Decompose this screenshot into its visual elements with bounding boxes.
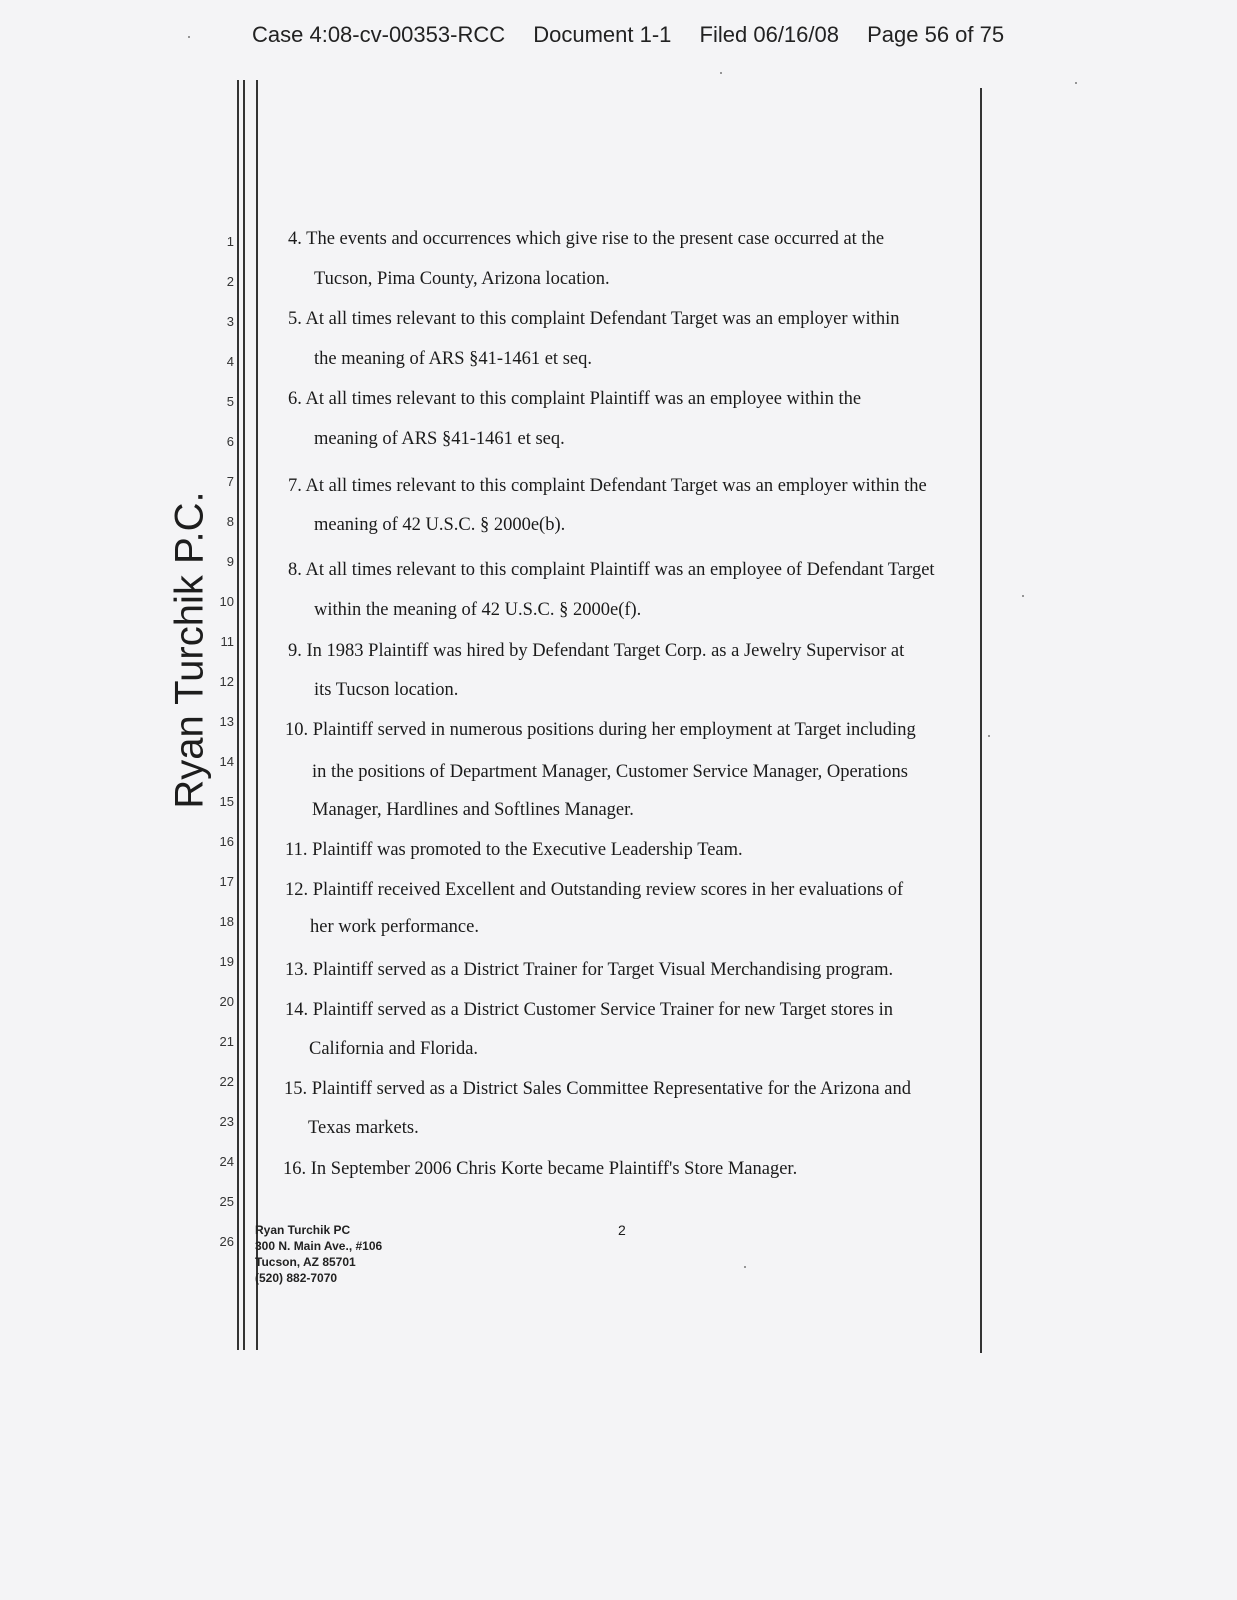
line-number: 21: [219, 1034, 234, 1049]
line-number: 3: [226, 314, 234, 329]
paragraph-line: Manager, Hardlines and Softlines Manager.: [312, 800, 634, 820]
footer-phone: (520) 882-7070: [255, 1271, 338, 1285]
page-number: 2: [618, 1222, 626, 1238]
scan-speck: [188, 36, 190, 38]
line-number: 9: [226, 554, 234, 569]
paragraph-line: 8. At all times relevant to this complaint Plaintiff was an employee of Defendant Target: [288, 560, 935, 580]
paragraph-line: 15. Plaintiff served as a District Sales Committee Representative for the Arizona and: [284, 1079, 911, 1099]
line-number: 15: [219, 794, 234, 809]
document-number: Document 1-1: [533, 22, 672, 47]
paragraph-line: meaning of ARS §41-1461 et seq.: [314, 429, 565, 449]
line-number: 22: [219, 1074, 234, 1089]
paragraph-line: in the positions of Department Manager, Customer Service Manager, Operations: [312, 762, 909, 782]
paragraph-line: 16. In September 2006 Chris Korte became Plaintiff's Store Manager.: [283, 1159, 798, 1179]
scan-speck: [720, 72, 722, 74]
paragraph-line: 14. Plaintiff served as a District Customer Service Trainer for new Target stores in: [285, 1000, 894, 1020]
line-number: 17: [219, 874, 234, 889]
line-number: 4: [226, 354, 234, 369]
line-number: 2: [226, 274, 234, 289]
line-number: 20: [219, 994, 234, 1009]
line-number: 11: [220, 634, 234, 649]
left-border-line-1: [237, 80, 239, 1350]
scan-speck: [988, 735, 990, 737]
line-number: 10: [219, 594, 234, 609]
line-number: 19: [219, 954, 234, 969]
paragraph-line: 10. Plaintiff served in numerous positions during her employment at Target including: [285, 720, 916, 740]
line-number: 16: [219, 834, 234, 849]
line-number: 25: [219, 1194, 234, 1209]
scan-speck: [744, 1266, 746, 1268]
firm-name-vertical: Ryan Turchik P.C.: [167, 491, 212, 809]
paragraph-line: within the meaning of 42 U.S.C. § 2000e(f).: [314, 600, 642, 620]
case-number: Case 4:08-cv-00353-RCC: [252, 22, 506, 47]
footer-address-line-1: 300 N. Main Ave., #106: [255, 1239, 383, 1253]
paragraph-line: meaning of 42 U.S.C. § 2000e(b).: [314, 515, 566, 535]
line-number: 1: [226, 234, 234, 249]
paragraph-line: 9. In 1983 Plaintiff was hired by Defendant Target Corp. as a Jewelry Supervisor at: [288, 641, 905, 661]
paragraph-line: Tucson, Pima County, Arizona location.: [314, 269, 610, 289]
paragraph-line: Texas markets.: [308, 1118, 419, 1138]
line-number: 8: [226, 514, 234, 529]
paragraph-line: the meaning of ARS §41-1461 et seq.: [314, 349, 592, 369]
paragraph-line: 13. Plaintiff served as a District Trainer for Target Visual Merchandising program.: [285, 960, 894, 980]
paragraph-line: her work performance.: [310, 917, 479, 937]
scan-speck: [1075, 82, 1077, 84]
paragraph-line: 11. Plaintiff was promoted to the Executive Leadership Team.: [285, 840, 743, 860]
line-number: 18: [219, 914, 234, 929]
left-border-line-3: [256, 80, 258, 1350]
left-border-line-2: [243, 80, 245, 1350]
paragraph-line: 4. The events and occurrences which give rise to the present case occurred at the: [288, 229, 885, 249]
line-number: 24: [219, 1154, 234, 1169]
footer-address-line-2: Tucson, AZ 85701: [255, 1255, 356, 1269]
paragraph-line: 6. At all times relevant to this complaint Plaintiff was an employee within the: [288, 389, 862, 409]
line-number: 12: [219, 674, 234, 689]
line-number: 26: [219, 1234, 234, 1249]
filed-date: Filed 06/16/08: [699, 22, 839, 47]
line-number: 5: [226, 394, 234, 409]
footer-firm-address: [255, 1222, 382, 1286]
line-number: 23: [219, 1114, 234, 1129]
line-number: 7: [226, 474, 234, 489]
paragraph-line: 12. Plaintiff received Excellent and Outstanding review scores in her evaluations of: [285, 880, 904, 900]
right-border-line: [980, 88, 982, 1353]
paragraph-line: 5. At all times relevant to this complaint Defendant Target was an employer within: [288, 309, 900, 329]
scan-speck: [1022, 595, 1024, 597]
line-number: 14: [219, 754, 234, 769]
line-number: 13: [219, 714, 234, 729]
paragraph-line: 7. At all times relevant to this complaint Defendant Target was an employer within the: [288, 476, 927, 496]
line-number: 6: [226, 434, 234, 449]
paragraph-line: California and Florida.: [309, 1039, 479, 1059]
page-indicator: Page 56 of 75: [867, 22, 1005, 47]
paragraph-line: its Tucson location.: [314, 680, 459, 700]
footer-firm-name: Ryan Turchik PC: [255, 1223, 351, 1237]
case-header: [252, 22, 1026, 48]
